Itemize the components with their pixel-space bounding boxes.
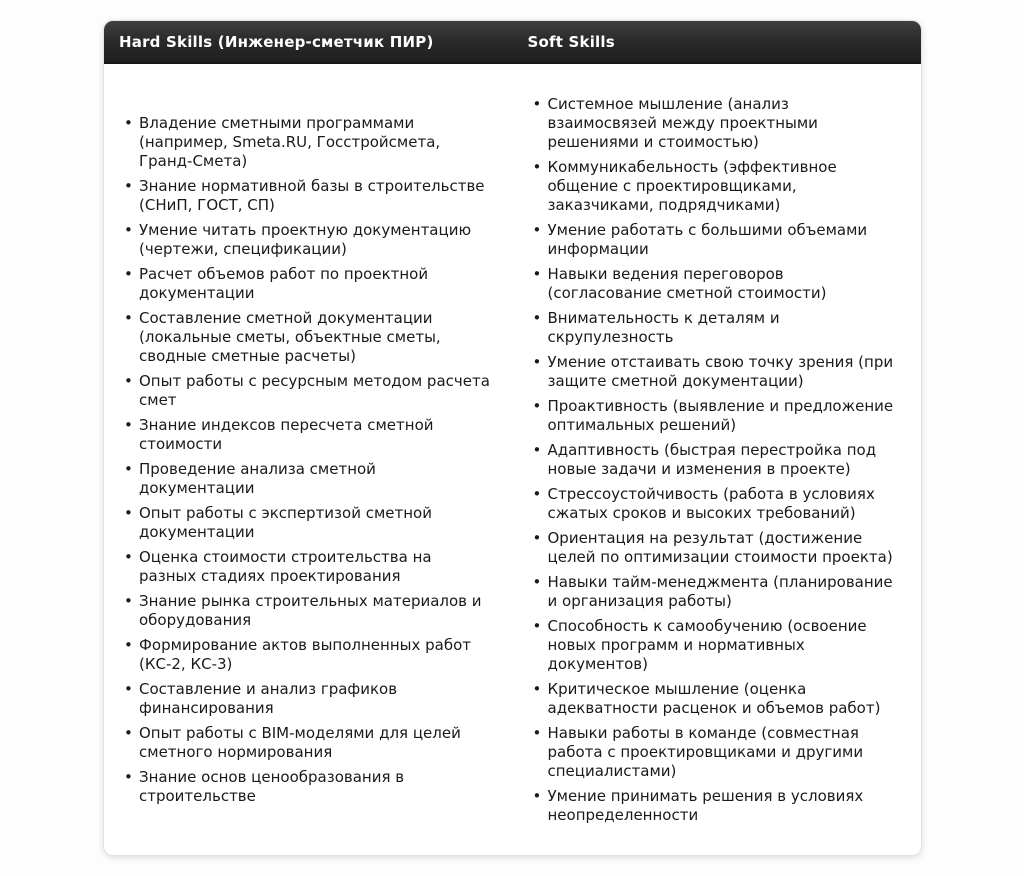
soft-skills-column (513, 64, 922, 855)
skill-item: • Стрессоустойчивость (работа в условиях сжатых сроков и высоких требований) (532, 485, 896, 523)
skill-item: • Навыки тайм-менеджмента (планирование и организация работы) (532, 573, 896, 611)
skills-table-card (103, 20, 922, 856)
table-body (104, 64, 921, 855)
skill-item: • Умение отстаивать свою точку зрения (при защите сметной документации) (532, 353, 896, 391)
skill-item: • Навыки работы в команде (совместная работа с проектировщиками и другими специалистами) (532, 724, 896, 781)
skill-item: • Опыт работы с BIM-моделями для целей сметного нормирования (123, 724, 491, 762)
column-header-soft-skills: Soft Skills (527, 32, 615, 51)
skill-item: • Умение работать с большими объемами информации (532, 221, 896, 259)
skill-item: • Знание основ ценообразования в строительстве (123, 768, 491, 806)
skill-item: • Знание нормативной базы в строительстве (СНиП, ГОСТ, СП) (123, 177, 491, 215)
skill-item: • Адаптивность (быстрая перестройка под новые задачи и изменения в проекте) (532, 441, 896, 479)
skill-item: • Проведение анализа сметной документации (123, 460, 491, 498)
skill-item: • Критическое мышление (оценка адекватности расценок и объемов работ) (532, 680, 896, 718)
skill-item: • Знание рынка строительных материалов и оборудования (123, 592, 491, 630)
column-header-hard-skills: Hard Skills (Инженер-сметчик ПИР) (119, 32, 434, 51)
skill-item: • Расчет объемов работ по проектной документации (123, 265, 491, 303)
skill-item: • Опыт работы с экспертизой сметной документации (123, 504, 491, 542)
skill-item: • Формирование актов выполненных работ (КС-2, КС-3) (123, 636, 491, 674)
skill-item: • Коммуникабельность (эффективное общение с проектировщиками, заказчиками, подрядчиками) (532, 158, 896, 215)
skill-item: • Ориентация на результат (достижение целей по оптимизации стоимости проекта) (532, 529, 896, 567)
skill-item: • Системное мышление (анализ взаимосвязей между проектными решениями и стоимостью) (532, 95, 896, 152)
hard-skills-column (104, 64, 513, 855)
hard-skills-list (104, 108, 513, 812)
skill-item: • Способность к самообучению (освоение новых программ и нормативных документов) (532, 617, 896, 674)
soft-skills-list (513, 89, 922, 831)
skill-item: • Навыки ведения переговоров (согласование сметной стоимости) (532, 265, 896, 303)
skill-item: • Составление и анализ графиков финансирования (123, 680, 491, 718)
skill-item: • Составление сметной документации (локальные сметы, объектные сметы, сводные сметные расчеты) (123, 309, 491, 366)
skill-item: • Оценка стоимости строительства на разных стадиях проектирования (123, 548, 491, 586)
table-header-row (104, 21, 921, 64)
skill-item: • Знание индексов пересчета сметной стоимости (123, 416, 491, 454)
skill-item: • Владение сметными программами (например, Smeta.RU, Госстройсмета, Гранд-Смета) (123, 114, 491, 171)
skill-item: • Умение читать проектную документацию (чертежи, спецификации) (123, 221, 491, 259)
skill-item: • Проактивность (выявление и предложение оптимальных решений) (532, 397, 896, 435)
skill-item: • Опыт работы с ресурсным методом расчета смет (123, 372, 491, 410)
skill-item: • Умение принимать решения в условиях неопределенности (532, 787, 896, 825)
skill-item: • Внимательность к деталям и скрупулезность (532, 309, 896, 347)
